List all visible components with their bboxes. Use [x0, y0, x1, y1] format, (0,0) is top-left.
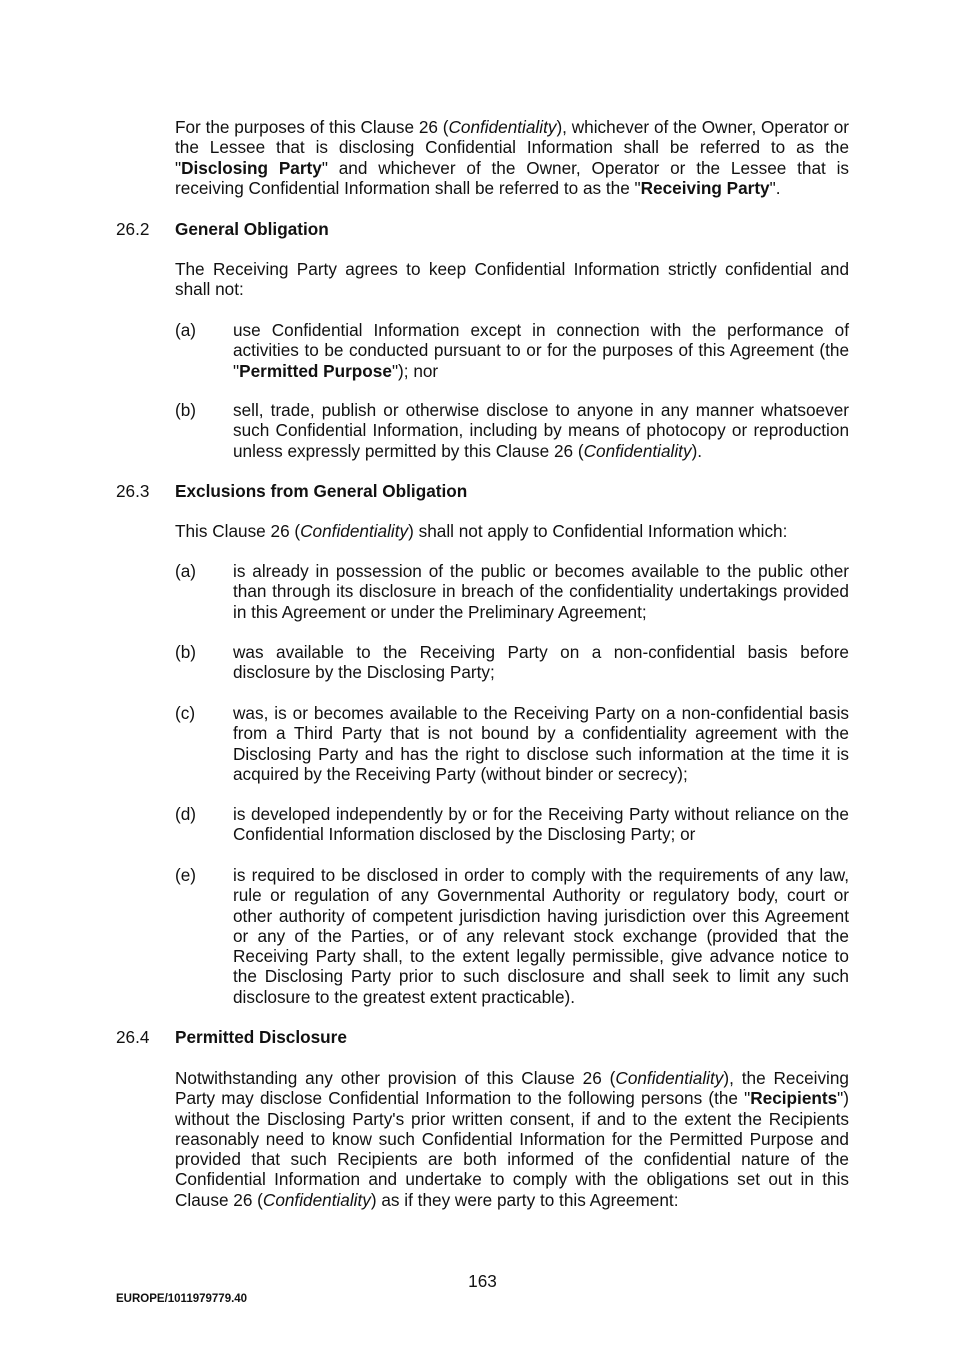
general-obligation-lead: The Receiving Party agrees to keep Confidential Information strictly confidential and shall not:	[175, 259, 849, 300]
list-item	[175, 561, 849, 622]
list-item-text: is already in possession of the public or becomes available to the public other than through its disclosure in breach of the confidentiality undertakings provided in this Agreement or under the Preliminary Agreement;	[233, 561, 849, 622]
list-item-text: was available to the Receiving Party on a non-confidential basis before disclosure by the Disclosing Party;	[233, 642, 849, 683]
list-item	[175, 703, 849, 784]
section-title: General Obligation	[175, 219, 329, 239]
list-item-text: was, is or becomes available to the Receiving Party on a non-confidential basis from a Third Party that is not bound by a confidentiality agreement with the Disclosing Party and has the right to disclose such information at the time it is acquired by the Receiving Party (without binder or secrecy);	[233, 703, 849, 784]
list-item-text: is required to be disclosed in order to comply with the requirements of any law, rule or regulation of any Governmental Authority or regulatory body, court or other authority of competent jurisdiction having jurisdiction over this Agreement or any of the Parties, or of any relevant stock exchange (provided that the Receiving Party shall, to the extent legally permissible, give advance notice to the Disclosing Party prior to such disclosure and shall seek to limit any such disclosure to the greatest extent practicable).	[233, 865, 849, 1007]
list-item-text: use Confidential Information except in connection with the performance of activities to be conducted pursuant to or for the purposes of this Agreement (the "Permitted Purpose"); nor	[233, 320, 849, 381]
list-item-text: is developed independently by or for the Receiving Party without reliance on the Confidential Information disclosed by the Disclosing Party; or	[233, 804, 849, 845]
list-item-label: (b)	[175, 400, 197, 420]
section-heading-26-3	[116, 481, 856, 501]
intro-paragraph: For the purposes of this Clause 26 (Confidentiality), whichever of the Owner, Operator or the Lessee that is disclosing Confidential Information shall be referred to as the "Disclosing Party" and whichever of the Owner, Operator or the Lessee that is receiving Confidential Information shall be referred to as the "Receiving Party".	[175, 117, 849, 198]
section-number: 26.3	[116, 481, 150, 501]
section-title: Permitted Disclosure	[175, 1027, 347, 1047]
list-item-label: (a)	[175, 561, 197, 581]
list-item	[175, 320, 849, 381]
list-item-text: sell, trade, publish or otherwise disclose to anyone in any manner whatsoever such Confidential Information, including by means of photocopy or reproduction unless expressly permitted by this Clause 26 (Confidentiality).	[233, 400, 849, 461]
list-item	[175, 642, 849, 683]
section-title: Exclusions from General Obligation	[175, 481, 468, 501]
list-item-label: (e)	[175, 865, 197, 885]
section-heading-26-4	[116, 1027, 856, 1047]
list-item	[175, 865, 849, 1007]
document-reference: EUROPE/1011979779.40	[116, 1293, 248, 1305]
list-item-label: (b)	[175, 642, 197, 662]
list-item-label: (a)	[175, 320, 197, 340]
page-number: 163	[468, 1271, 497, 1291]
list-item-label: (c)	[175, 703, 196, 723]
list-item	[175, 804, 849, 845]
section-number: 26.4	[116, 1027, 150, 1047]
permitted-disclosure-paragraph: Notwithstanding any other provision of this Clause 26 (Confidentiality), the Receiving Party may disclose Confidential Information to the following persons (the "Recipients") without the Disclosing Party's prior written consent, if and to the extent the Recipients reasonably need to know such Confidential Information for the Permitted Purpose and provided that such Recipients are both informed of the confidential nature of the Confidential Information and undertake to comply with the obligations set out in this Clause 26 (Confidentiality) as if they were party to this Agreement:	[175, 1068, 849, 1210]
exclusions-lead: This Clause 26 (Confidentiality) shall not apply to Confidential Information which:	[175, 521, 788, 541]
list-item-label: (d)	[175, 804, 197, 824]
list-item	[175, 400, 849, 461]
section-heading-26-2	[116, 219, 856, 239]
section-number: 26.2	[116, 219, 150, 239]
